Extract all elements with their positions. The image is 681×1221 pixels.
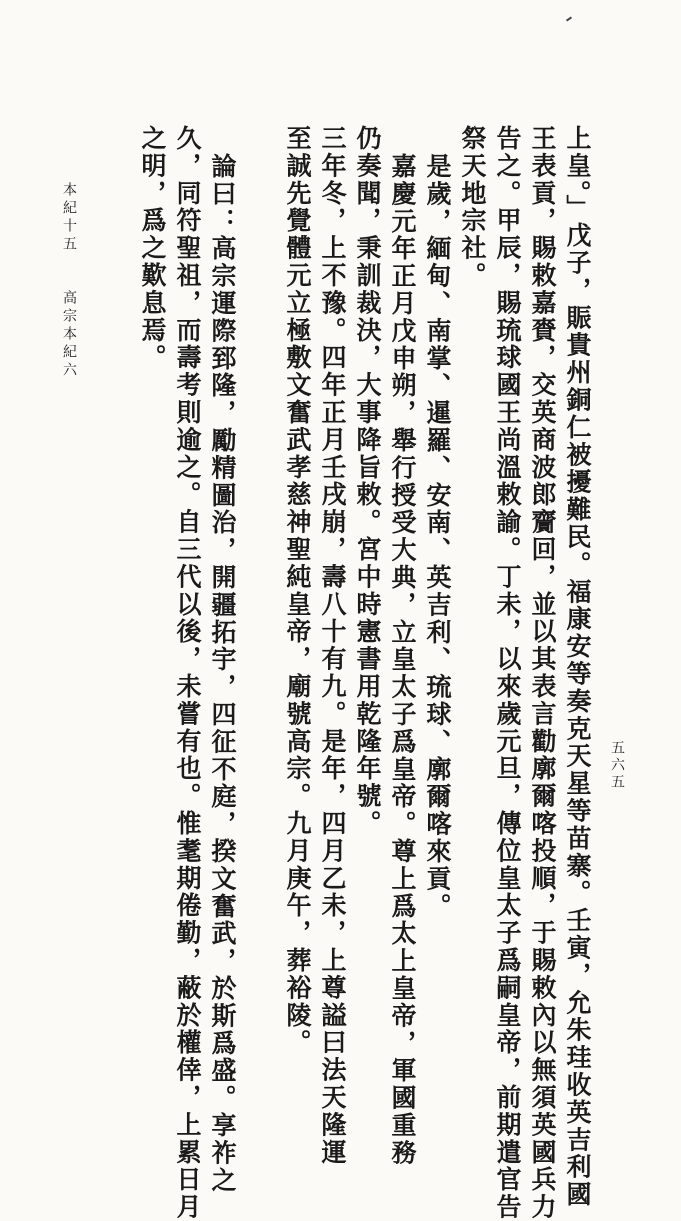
page-number: 五六五 — [609, 740, 625, 791]
text-column-9: 至誠先覺體元立極敷文奮武孝慈神聖純皇帝，廟號高宗。九月庚午，葬裕陵。 — [283, 125, 312, 1057]
text-column-6: 嘉慶元年正月戊申朔，舉行授受大典，立皇太子爲皇帝。尊上爲太上皇帝，軍國重務 — [388, 153, 417, 1167]
text-column-11: 久，同符聖祖，而壽考則逾之。自三代以後，未嘗有也。惟耄期倦勤，蔽於權倖，上累日月 — [173, 125, 202, 1221]
text-column-12: 之明，爲之歎息焉。 — [138, 125, 167, 372]
text-column-8: 三年冬，上不豫。四年正月壬戌崩，壽八十有九。是年，四月乙未，上尊謚曰法天隆運 — [318, 125, 347, 1167]
text-column-1: 上皇。」戊子，賑貴州銅仁被擾難民。福康安等奏克天星等苗寨。壬寅，允朱珪收英吉利國 — [563, 125, 592, 1209]
text-column-4: 祭天地宗社。 — [458, 125, 487, 290]
scan-mark — [566, 16, 572, 21]
text-column-5: 是歲，緬甸、南掌、暹羅、安南、英吉利、琉球、廓爾喀來貢。 — [423, 153, 452, 921]
text-column-10: 論曰：高宗運際郅隆，勵精圖治，開疆拓宇，四征不庭，揆文奮武，於斯爲盛。享祚之 — [208, 153, 237, 1195]
text-column-7: 仍奏聞，秉訓裁決，大事降旨敕。宮中時憲書用乾隆年號。 — [353, 125, 382, 838]
sidebar-title: 高宗本紀六 — [61, 290, 77, 380]
text-column-3: 告之。甲辰，賜琉球國王尚溫敕諭。丁未，以來歲元旦，傳位皇太子爲嗣皇帝，前期遣官告 — [493, 125, 522, 1221]
sidebar-chapter: 本紀十五 — [61, 182, 77, 254]
text-column-2: 王表貢，賜敕嘉賚，交英商波郎齎回，並以其表言勸廓爾喀投順，于賜敕內以無須英國兵力 — [528, 125, 557, 1221]
